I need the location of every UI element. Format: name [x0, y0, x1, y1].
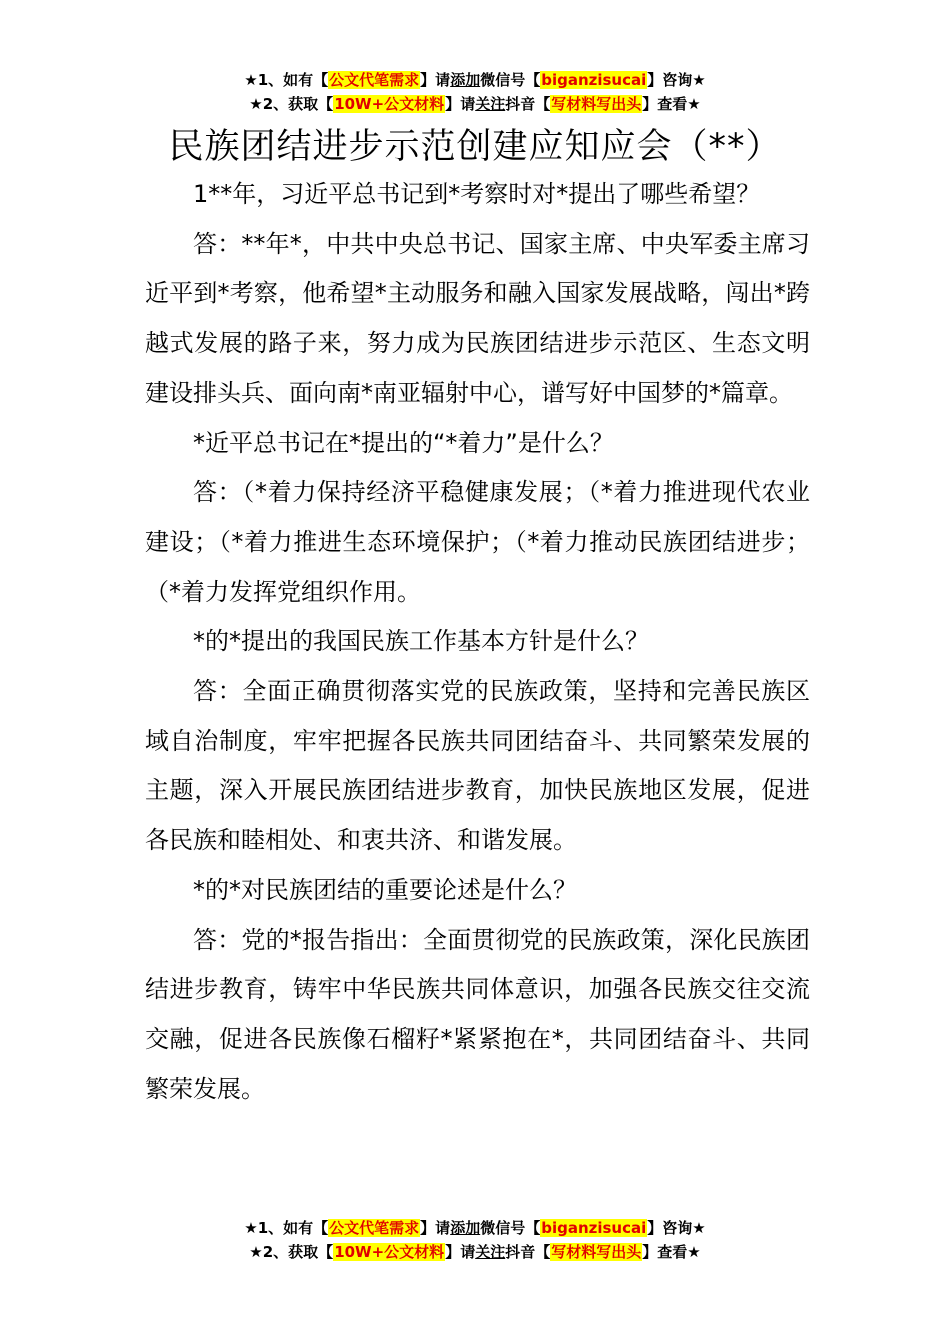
promo-text: 微信号【 — [480, 71, 541, 89]
promo-underlined-text: 关注 — [475, 95, 506, 113]
document-body — [145, 170, 810, 1114]
question-paragraph: *的*提出的我国民族工作基本方针是什么？ — [193, 627, 649, 656]
promo-highlight: 10W+公文材料 — [334, 1243, 445, 1261]
question-paragraph: *近平总书记在*提出的“*着力”是什么？ — [193, 428, 614, 457]
question-paragraph: *的*对民族团结的重要论述是什么？ — [193, 875, 577, 904]
promo-line-1 — [0, 1216, 950, 1240]
promo-underlined-text: 添加 — [450, 1219, 481, 1237]
promo-text: 微信号【 — [480, 1219, 541, 1237]
promo-text: 抖音【 — [505, 1243, 551, 1261]
promo-text: 】咨询★ — [647, 1219, 706, 1237]
promo-text: 】请 — [420, 71, 451, 89]
answer-paragraph: 答：**年*，中共中央总书记、国家主席、中央军委主席习近平到*考察，他希望*主动服务和融入国家发展战略，闯出*跨越式发展的路子来，努力成为民族团结进步示范区、生态文明建设排头兵、面向南*南亚辐射中心，谱写好中国梦的*篇章。 — [145, 229, 810, 407]
document-title: 民族团结进步示范创建应知应会（**） — [168, 127, 782, 167]
promo-text: 】咨询★ — [647, 71, 706, 89]
footer-promo-banner — [0, 1216, 950, 1264]
promo-underlined-text: 关注 — [475, 1243, 506, 1261]
promo-text: ★1、如有【 — [244, 1219, 329, 1237]
promo-highlight: 公文代笔需求 — [329, 71, 420, 89]
promo-underlined-text: 添加 — [450, 71, 481, 89]
douyin-id-highlight: 写材料写出头 — [551, 95, 642, 113]
answer-paragraph: 答：党的*报告指出：全面贯彻党的民族政策，深化民族团结进步教育，铸牢中华民族共同体意识，加强各民族交往交流交融，促进各民族像石榴籽*紧紧抱在*，共同团结奋斗、共同繁荣发展。 — [145, 925, 810, 1103]
answer-paragraph: 答：全面正确贯彻落实党的民族政策，坚持和完善民族区域自治制度，牢牢把握各民族共同团结奋斗、共同繁荣发展的主题，深入开展民族团结进步教育，加快民族地区发展，促进各民族和睦相处、和衷共济、和谐发展。 — [145, 677, 810, 855]
promo-line-1 — [0, 68, 950, 92]
answer-paragraph: 答：（*着力保持经济平稳健康发展；（*着力推进现代农业建设；（*着力推进生态环境保护；（*着力推动民族团结进步；（*着力发挥党组织作用。 — [145, 478, 810, 606]
wechat-id-highlight: biganzisucai — [541, 1219, 647, 1237]
promo-text: 抖音【 — [505, 95, 551, 113]
promo-text: 】请 — [445, 1243, 476, 1261]
promo-highlight: 10W+公文材料 — [334, 95, 445, 113]
question-paragraph: 1**年，习近平总书记到*考察时对*提出了哪些希望？ — [193, 180, 761, 208]
douyin-id-highlight: 写材料写出头 — [551, 1243, 642, 1261]
promo-text: 】查看★ — [642, 1243, 701, 1261]
header-promo-banner — [0, 68, 950, 116]
promo-text: 】查看★ — [642, 95, 701, 113]
promo-text: 】请 — [420, 1219, 451, 1237]
promo-highlight: 公文代笔需求 — [329, 1219, 420, 1237]
promo-text: ★2、获取【 — [249, 95, 334, 113]
promo-line-2 — [0, 92, 950, 116]
promo-text: 】请 — [445, 95, 476, 113]
promo-text: ★1、如有【 — [244, 71, 329, 89]
wechat-id-highlight: biganzisucai — [541, 71, 647, 89]
promo-line-2 — [0, 1240, 950, 1264]
promo-text: ★2、获取【 — [249, 1243, 334, 1261]
